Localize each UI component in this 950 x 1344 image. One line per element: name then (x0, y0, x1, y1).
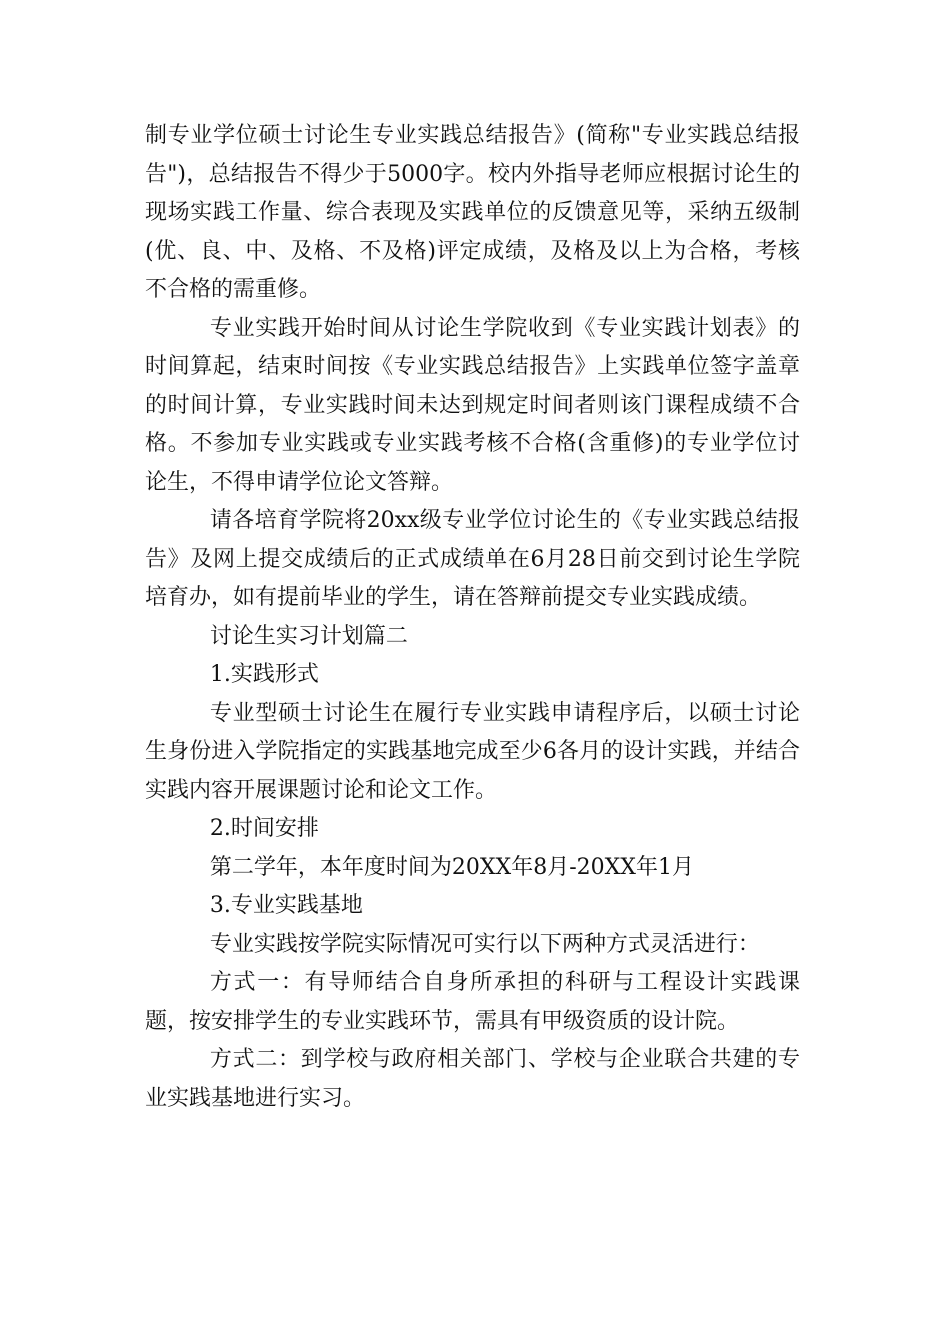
paragraph-submission-deadline: 请各培育学院将20xx级专业学位讨论生的《专业实践总结报告》及网上提交成绩后的正式成绩单在6月28日前交到讨论生学院培育办，如有提前毕业的学生，请在答辩前提交专业实践成绩。 (145, 508, 800, 610)
paragraph-method-two: 方式二：到学校与政府相关部门、学校与企业联合共建的专业实践基地进行实习。 (145, 1047, 800, 1111)
paragraph-practice-form: 专业型硕士讨论生在履行专业实践申请程序后，以硕士讨论生身份进入学院指定的实践基地完成至少6各月的设计实践，并结合实践内容开展课题讨论和论文工作。 (145, 700, 800, 803)
section-heading-plan-two: 讨论生实习计划篇二 (209, 623, 408, 649)
subheading-practice-form: 1.实践形式 (209, 662, 319, 687)
subheading-schedule: 2.时间安排 (209, 816, 319, 841)
paragraph-method-one: 方式一：有导师结合自身所承担的科研与工程设计实践课题，按安排学生的专业实践环节，需具有甲级资质的设计院。 (145, 970, 800, 1034)
paragraph-practice-timing: 专业实践开始时间从讨论生学院收到《专业实践计划表》的时间算起，结束时间按《专业实践总结报告》上实践单位签字盖章的时间计算，专业实践时间未达到规定时间者则该门课程成绩不合格。不参加专业实践或专业实践考核不合格(含重修)的专业学位讨论生，不得申请学位论文答辩。 (145, 315, 800, 495)
paragraph-practice-methods-intro: 专业实践按学院实际情况可实行以下两种方式灵活进行： (209, 931, 760, 957)
document-body (145, 117, 800, 1118)
subheading-practice-base: 3.专业实践基地 (209, 893, 363, 918)
paragraph-schedule: 第二学年，本年度时间为20XX年8月-20XX年1月 (209, 854, 694, 880)
paragraph-report-requirements: 制专业学位硕士讨论生专业实践总结报告》(简称"专业实践总结报告")，总结报告不得少于5000字。校内外指导老师应根据讨论生的现场实践工作量、综合表现及实践单位的反馈意见等，采纳五级制(优、良、中、及格、不及格)评定成绩，及格及以上为合格，考核不合格的需重修。 (145, 123, 800, 302)
